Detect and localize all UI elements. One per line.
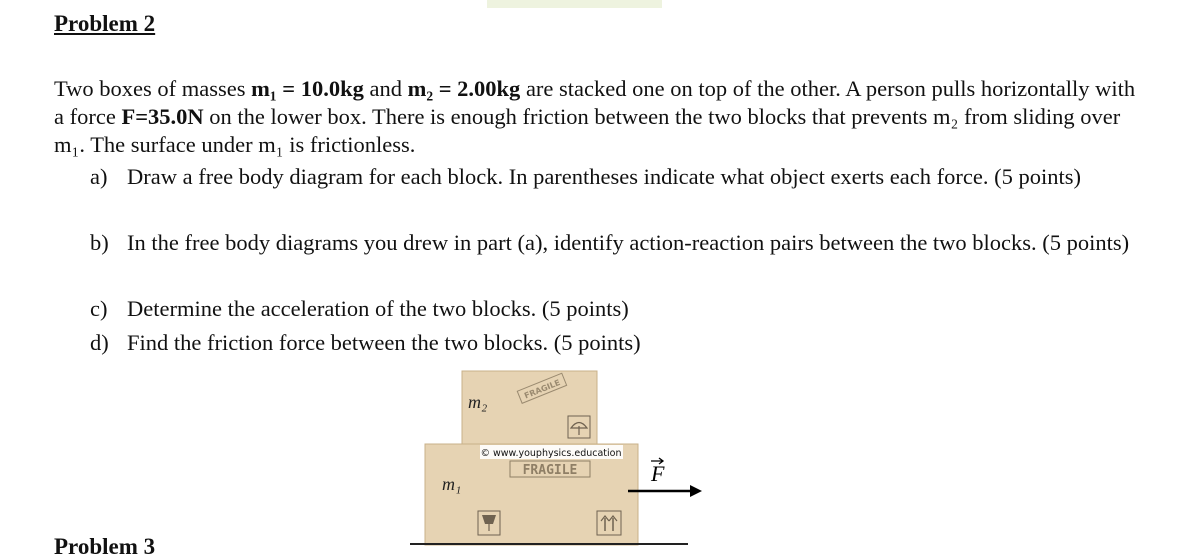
part-text: Determine the acceleration of the two blocks. (5 points) bbox=[127, 296, 629, 321]
upper-box-label: m₂ bbox=[468, 392, 488, 412]
part-b bbox=[90, 227, 1150, 291]
part-text: Find the friction force between the two blocks. (5 points) bbox=[127, 330, 641, 355]
force-value: F=35.0N bbox=[121, 104, 204, 129]
part-label: d) bbox=[90, 330, 109, 355]
fragile-stamp-large-text: FRAGILE bbox=[522, 463, 578, 478]
problem-heading: Problem 2 bbox=[54, 11, 156, 36]
watermark-text: © www.youphysics.education bbox=[480, 448, 622, 459]
force-label: F bbox=[651, 461, 665, 486]
part-a bbox=[90, 161, 1150, 225]
top-strip bbox=[487, 0, 662, 8]
part-text: In the free body diagrams you drew in part (a), identify action-reaction pairs between the two blocks. (5 points) bbox=[127, 230, 1130, 255]
mass-m1: m₁ = 10.0kg bbox=[251, 76, 364, 101]
mass-m2: m₂ = 2.00kg bbox=[407, 76, 521, 101]
force-arrowhead bbox=[690, 485, 702, 497]
statement-text-3: are stacked one on top of the other. A person pulls horizontally with a force bbox=[54, 76, 1136, 129]
part-label: c) bbox=[90, 296, 108, 321]
statement-text-2: and bbox=[363, 76, 408, 101]
next-problem-heading bbox=[54, 534, 164, 559]
statement-text-1: Two boxes of masses bbox=[54, 76, 252, 101]
next-problem-text: Problem 3 bbox=[54, 534, 156, 559]
lower-box bbox=[425, 444, 638, 545]
part-c bbox=[90, 293, 1150, 325]
lower-box-label: m₁ bbox=[442, 474, 462, 494]
statement-text-4: on the lower box. There is enough friction between the two blocks that prevents m₂ from sliding over m₁. The surface under m₁ is frictionless. bbox=[54, 104, 1121, 157]
boxes-figure bbox=[410, 368, 710, 545]
part-label: b) bbox=[90, 230, 109, 255]
parts-list bbox=[90, 161, 1150, 361]
problem-statement bbox=[54, 75, 1144, 159]
part-text: Draw a free body diagram for each block. In parentheses indicate what object exerts each force. (5 points) bbox=[127, 164, 1081, 189]
part-d bbox=[90, 327, 1150, 359]
fragile-stamp-text: FRAGILE bbox=[523, 377, 562, 401]
part-label: a) bbox=[90, 164, 108, 189]
